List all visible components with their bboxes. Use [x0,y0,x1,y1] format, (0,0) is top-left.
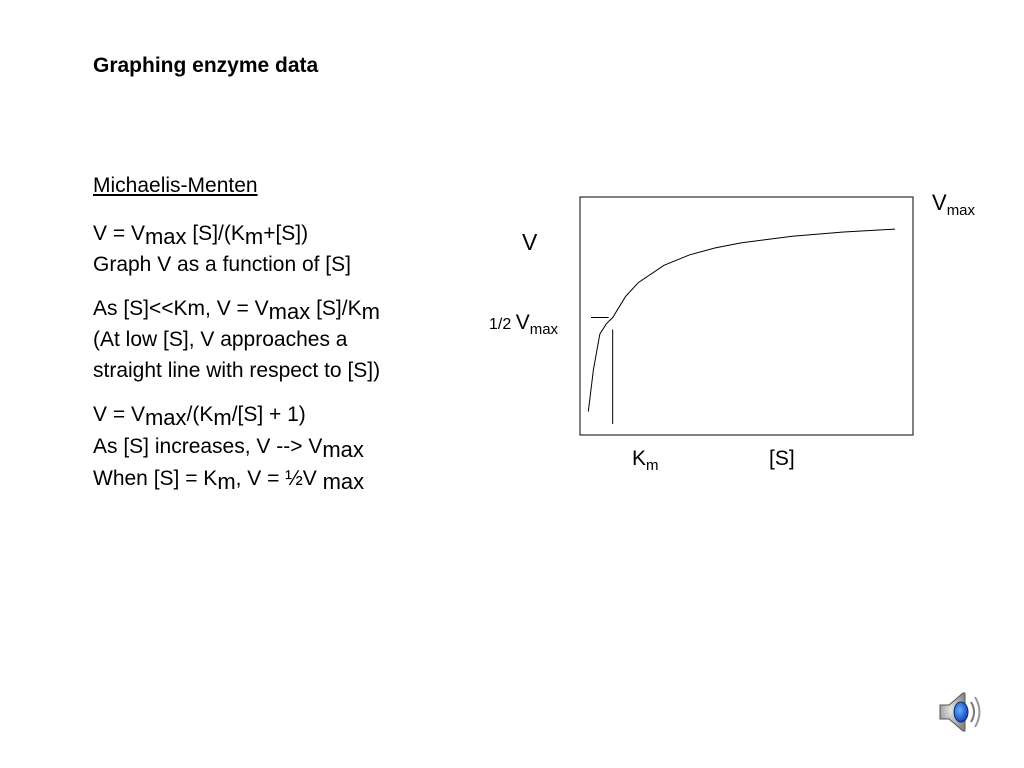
line-text: /(K [186,403,214,426]
line-text: When [S] = K [93,467,218,490]
line-text: , V = ½V [235,467,323,490]
slide-title: Graphing enzyme data [93,54,319,77]
mm-curve [588,229,895,412]
line-text: As [S] increases, V --> V [93,435,323,458]
subscript-text: max [322,437,364,462]
half-vmax-label: 1/2 $V_{max}$ [489,311,559,338]
plot-frame [580,197,913,435]
line-text: (At low [S], V approaches a [93,328,348,351]
line-text: V = V [93,222,145,245]
subscript-text: m [213,405,232,430]
line-text: straight line with respect to [S]) [93,359,381,382]
subscript-text: max [144,405,187,430]
line-text: As [S]<<Km, V = V [93,297,269,320]
subscript-text: m [217,469,236,494]
line-text: +[S]) [263,222,309,245]
line-text: [S]/(K [186,222,245,245]
y-axis-label: V [522,229,538,255]
subscript-text: max [268,299,311,324]
line-text: /[S] + 1) [231,403,306,426]
line-text: Graph V as a function of [S] [93,253,351,276]
km-label: $K_m$ [632,447,659,474]
subscript-text: max [322,469,365,494]
line-text: [S]/K [310,297,362,320]
subscript-text: max [144,224,187,249]
speaker-icon[interactable] [936,688,986,736]
subscript-text: m [361,299,380,324]
line-text: V = V [93,403,145,426]
vmax-label: $V_{max}$ [932,190,976,219]
section-heading: Michaelis-Menten [93,174,258,197]
x-axis-label: [S] [769,447,795,470]
subscript-text: m [244,224,264,249]
